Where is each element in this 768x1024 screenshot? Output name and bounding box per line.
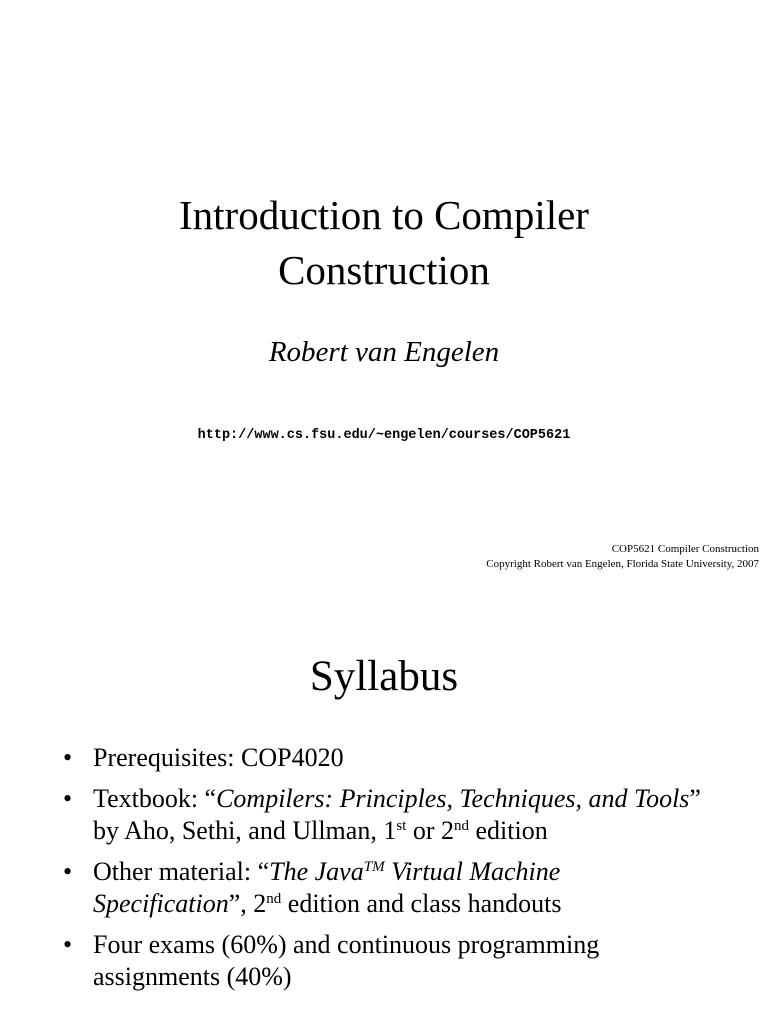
bullet-other-material	[60, 856, 710, 920]
bullet-textbook	[60, 783, 710, 847]
superscript: st	[396, 818, 407, 834]
text-fragment: ” by Aho, Sethi, and Ullman, 1	[93, 784, 701, 845]
text-fragment: edition	[469, 816, 548, 845]
text-fragment: Textbook: “	[93, 784, 217, 813]
bullet-prerequisites	[60, 742, 710, 774]
slide-footer	[486, 542, 759, 572]
superscript: nd	[266, 891, 282, 907]
text-fragment: ”, 2	[228, 889, 267, 918]
bullet-text: Four exams (60%) and continuous programming assignments (40%)	[93, 930, 600, 991]
text-fragment: Other material: “	[93, 857, 270, 886]
title-line-2: Construction	[278, 247, 490, 293]
superscript: nd	[454, 818, 470, 834]
syllabus-title: Syllabus	[309, 653, 459, 700]
course-url[interactable]: http://www.cs.fsu.edu/~engelen/courses/COP5621	[197, 428, 571, 443]
bullet-grading	[60, 929, 710, 993]
slide-title	[0, 188, 768, 298]
text-fragment: The Java	[269, 857, 364, 886]
title-line-1: Introduction to Compiler	[179, 192, 589, 238]
bullet-text: Prerequisites: COP4020	[93, 743, 344, 772]
text-fragment: edition and class handouts	[281, 889, 562, 918]
textbook-title: Compilers: Principles, Techniques, and Tools	[216, 784, 690, 813]
footer-copyright: Copyright Robert van Engelen, Florida State University, 2007	[486, 558, 759, 570]
trademark: TM	[363, 859, 385, 875]
text-fragment: Virtual Machine Specification	[93, 857, 561, 918]
footer-course: COP5621 Compiler Construction	[611, 543, 759, 555]
author-name: Robert van Engelen	[268, 336, 500, 368]
text-fragment: or 2	[406, 816, 455, 845]
syllabus-bullets	[60, 742, 710, 1002]
